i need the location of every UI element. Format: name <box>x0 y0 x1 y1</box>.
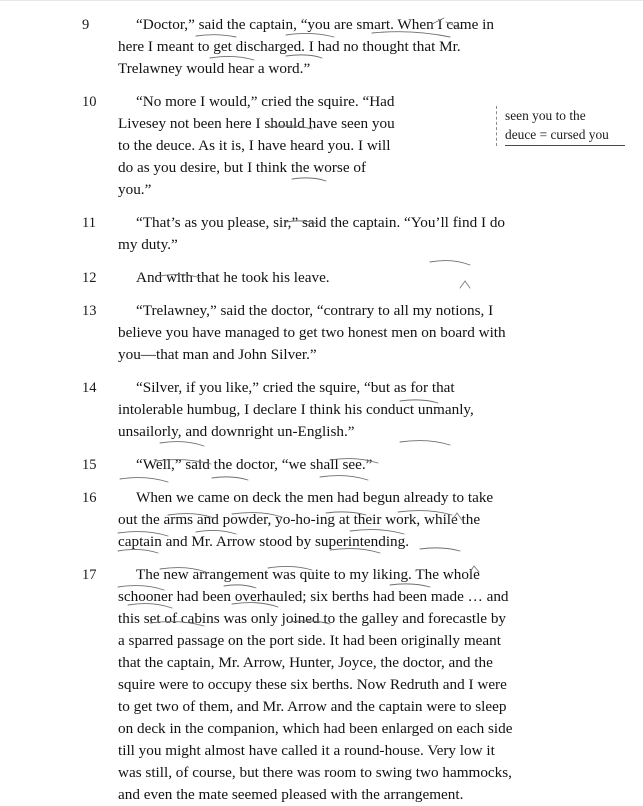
paragraph-text: “Doctor,” said the captain, “you are smart. When I came in here I meant to get discharged. I had no thought that Mr. Trelawney would hear a word.” <box>118 16 494 77</box>
margin-note <box>496 106 625 146</box>
page-top-rule <box>0 0 643 1</box>
paragraph-text: “Silver, if you like,” cried the squire, “but as for that intolerable humbug, I declare I think his conduct unmanly, unsailorly, and downright un-English.” <box>118 379 474 440</box>
paragraph-number: 13 <box>82 303 97 319</box>
paragraph-text: “That’s as you please, sir,” said the captain. “You’ll find I do my duty.” <box>118 214 506 253</box>
paragraph-9 <box>0 14 643 80</box>
paragraph-number: 10 <box>82 94 97 110</box>
paragraph-text: “No more I would,” cried the squire. “Had Livesey not been here I should have seen you to the deuce. As it is, I have heard you. I will do as you desire, but I think the worse of you.” <box>118 93 395 198</box>
paragraph-number: 15 <box>82 457 97 473</box>
paragraph-number: 14 <box>82 380 97 396</box>
paragraph-number: 12 <box>82 270 97 286</box>
paragraph-15 <box>0 454 643 476</box>
paragraph-12 <box>0 267 643 289</box>
paragraph-number: 16 <box>82 490 97 506</box>
paragraph-number: 11 <box>82 215 96 231</box>
paragraph-text: “Trelawney,” said the doctor, “contrary to all my notions, I believe you have managed to get two honest men on board with you—that man and John Silver.” <box>118 302 506 363</box>
paragraph-text: When we came on deck the men had begun already to take out the arms and powder, yo-ho-ing at their work, while the captain and Mr. Arrow stood by superintending. <box>118 489 494 550</box>
paragraph-number: 17 <box>82 567 97 583</box>
paragraph-16 <box>0 487 643 553</box>
paragraph-17 <box>0 564 643 806</box>
paragraph-text: “Well,” said the doctor, “we shall see.” <box>136 456 373 473</box>
margin-note-line-2: deuce = cursed you <box>505 125 625 146</box>
paragraph-11 <box>0 212 643 256</box>
margin-note-line-1: seen you to the <box>505 108 586 123</box>
paragraph-13 <box>0 300 643 366</box>
paragraph-text: And with that he took his leave. <box>136 269 330 286</box>
paragraph-14 <box>0 377 643 443</box>
paragraph-text: The new arrangement was quite to my liking. The whole schooner had been overhauled; six berths had been made … and this set of cabins was only joined to the galley and forecastle by a sparred passage on the port side. It had been originally meant that the captain, Mr. Arrow, Hunter, Joyce, the doctor, and the squire were to occupy these six berths. Now Redruth and I were to get two of them, and Mr. Arrow and the captain were to sleep on deck in the companion, which had been enlarged on each side till you might almost have called it a round-house. Very low it was still, of course, but there was room to swing two hammocks, and even the mate seemed pleased with the arrangement. <box>118 566 513 803</box>
paragraph-number: 9 <box>82 17 90 33</box>
